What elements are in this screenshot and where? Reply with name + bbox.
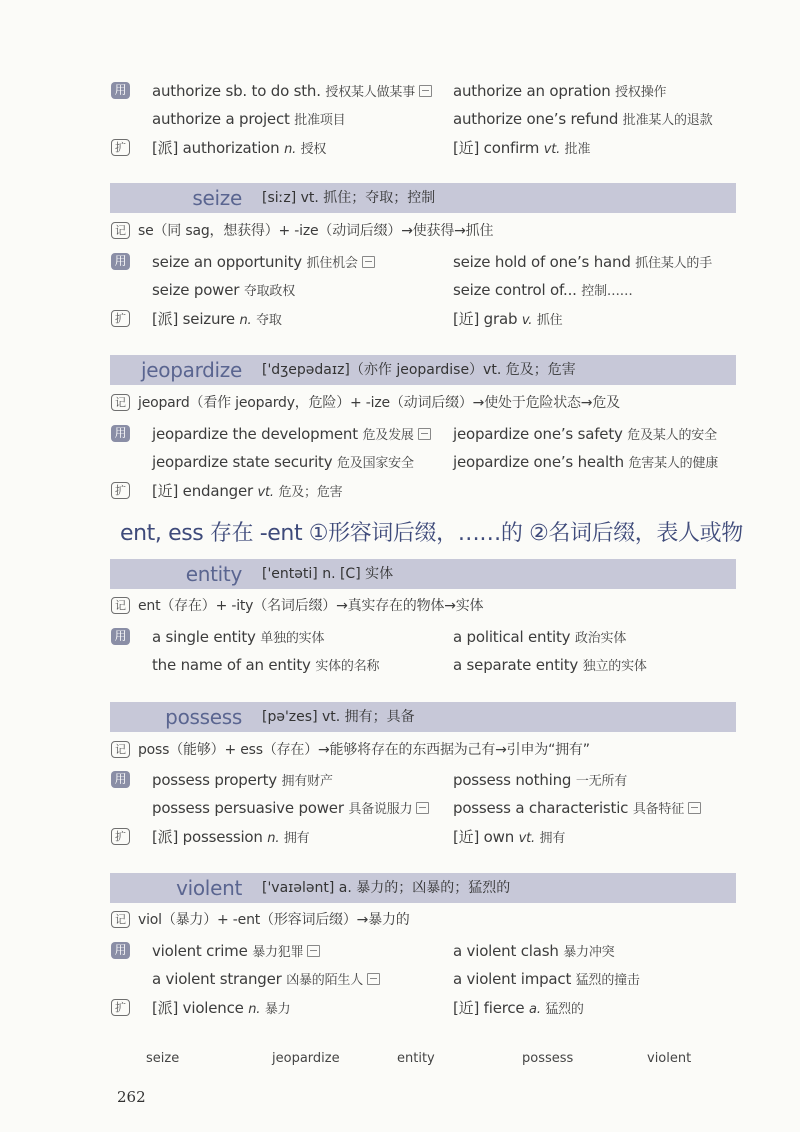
headword: jeopardize	[141, 358, 242, 382]
synonym: [近] grab v. 抓住	[453, 310, 563, 328]
phrase: jeopardize one’s safety 危及某人的安全	[453, 425, 717, 443]
derivative: [派] authorization n. 授权	[152, 139, 327, 157]
derivative: [派] violence n. 暴力	[152, 999, 291, 1017]
section-title: ent, ess 存在 -ent ①形容词后缀，……的 ②名词后缀，表人或物	[120, 521, 743, 546]
kuo-icon: 扩	[111, 482, 130, 499]
synonym: [近] own vt. 拥有	[453, 828, 566, 846]
audio-mark-icon	[307, 945, 320, 957]
yong-icon: 用	[111, 82, 130, 99]
ji-icon: 记	[111, 911, 130, 928]
phrase: seize an opportunity 抓住机会	[152, 252, 375, 271]
audio-mark-icon	[418, 428, 431, 440]
phrase: jeopardize state security 危及国家安全	[152, 453, 414, 471]
mnemonic: ent（存在）+ -ity（名词后缀）→真实存在的物体→实体	[138, 598, 484, 614]
kuo-icon: 扩	[111, 828, 130, 845]
phrase: authorize sb. to do sth. 授权某人做某事	[152, 81, 432, 100]
ji-icon: 记	[111, 394, 130, 411]
phrase: a separate entity 独立的实体	[453, 656, 647, 674]
phrase: seize hold of one’s hand 抓住某人的手	[453, 253, 713, 271]
yong-icon: 用	[111, 425, 130, 442]
mnemonic: viol（暴力）+ -ent（形容词后缀）→暴力的	[138, 912, 410, 928]
entry-header	[110, 559, 736, 589]
ji-icon: 记	[111, 222, 130, 239]
ji-icon: 记	[111, 597, 130, 614]
footer-word: violent	[647, 1051, 692, 1066]
entry-header	[110, 702, 736, 732]
yong-icon: 用	[111, 253, 130, 270]
audio-mark-icon	[367, 973, 380, 985]
phrase: a violent stranger 凶暴的陌生人	[152, 969, 380, 988]
pronunciation: ['entəti] n. [C] 实体	[262, 566, 394, 582]
footer-word: entity	[397, 1051, 435, 1066]
pronunciation: ['dʒepədaɪz]（亦作 jeopardise）vt. 危及；危害	[262, 362, 576, 378]
headword: seize	[192, 186, 242, 210]
mnemonic: poss（能够）+ ess（存在）→能够将存在的东西据为己有→引申为“拥有”	[138, 742, 590, 758]
mnemonic: jeopard（看作 jeopardy，危险）+ -ize（动词后缀）→使处于危险状态→危及	[138, 395, 620, 411]
phrase: the name of an entity 实体的名称	[152, 656, 380, 674]
kuo-icon: 扩	[111, 999, 130, 1016]
phrase: a violent clash 暴力冲突	[453, 942, 615, 960]
yong-icon: 用	[111, 771, 130, 788]
kuo-icon: 扩	[111, 310, 130, 327]
footer-word: possess	[522, 1051, 574, 1066]
phrase: jeopardize the development 危及发展	[152, 424, 431, 443]
ji-icon: 记	[111, 741, 130, 758]
phrase: seize control of... 控制……	[453, 281, 633, 299]
phrase: violent crime 暴力犯罪	[152, 941, 320, 960]
footer-word: seize	[146, 1051, 180, 1066]
phrase: possess persuasive power 具备说服力	[152, 798, 429, 817]
entry-header	[110, 355, 736, 385]
audio-mark-icon	[419, 85, 432, 97]
yong-icon: 用	[111, 628, 130, 645]
audio-mark-icon	[362, 256, 375, 268]
derivative: [派] seizure n. 夺取	[152, 310, 282, 328]
pronunciation: ['vaɪələnt] a. 暴力的；凶暴的；猛烈的	[262, 880, 511, 896]
headword: possess	[165, 705, 242, 729]
footer-word: jeopardize	[272, 1051, 340, 1066]
mnemonic: se（同 sag，想获得）+ -ize（动词后缀）→使获得→抓住	[138, 223, 494, 239]
yong-icon: 用	[111, 942, 130, 959]
derivative: [派] possession n. 拥有	[152, 828, 310, 846]
entry-header	[110, 183, 736, 213]
phrase: a political entity 政治实体	[453, 628, 627, 646]
headword: violent	[176, 876, 242, 900]
phrase: jeopardize one’s health 危害某人的健康	[453, 453, 719, 471]
audio-mark-icon	[688, 802, 701, 814]
phrase: possess property 拥有财产	[152, 771, 333, 789]
pronunciation: [pə'zes] vt. 拥有；具备	[262, 709, 415, 725]
phrase: a violent impact 猛烈的撞击	[453, 970, 640, 988]
kuo-icon: 扩	[111, 139, 130, 156]
phrase: seize power 夺取政权	[152, 281, 296, 299]
pronunciation: [siːz] vt. 抓住；夺取；控制	[262, 190, 436, 206]
headword: entity	[185, 562, 242, 586]
phrase: possess a characteristic 具备特征	[453, 798, 701, 817]
entry-header	[110, 873, 736, 903]
synonym: [近] endanger vt. 危及；危害	[152, 482, 343, 500]
synonym: [近] confirm vt. 批准	[453, 139, 591, 157]
audio-mark-icon	[416, 802, 429, 814]
phrase: authorize one’s refund 批准某人的退款	[453, 110, 713, 128]
phrase: authorize a project 批准项目	[152, 110, 346, 128]
phrase: authorize an opration 授权操作	[453, 82, 667, 100]
page-number: 262	[117, 1088, 146, 1106]
phrase: possess nothing 一无所有	[453, 771, 628, 789]
synonym: [近] fierce a. 猛烈的	[453, 999, 584, 1017]
phrase: a single entity 单独的实体	[152, 628, 325, 646]
